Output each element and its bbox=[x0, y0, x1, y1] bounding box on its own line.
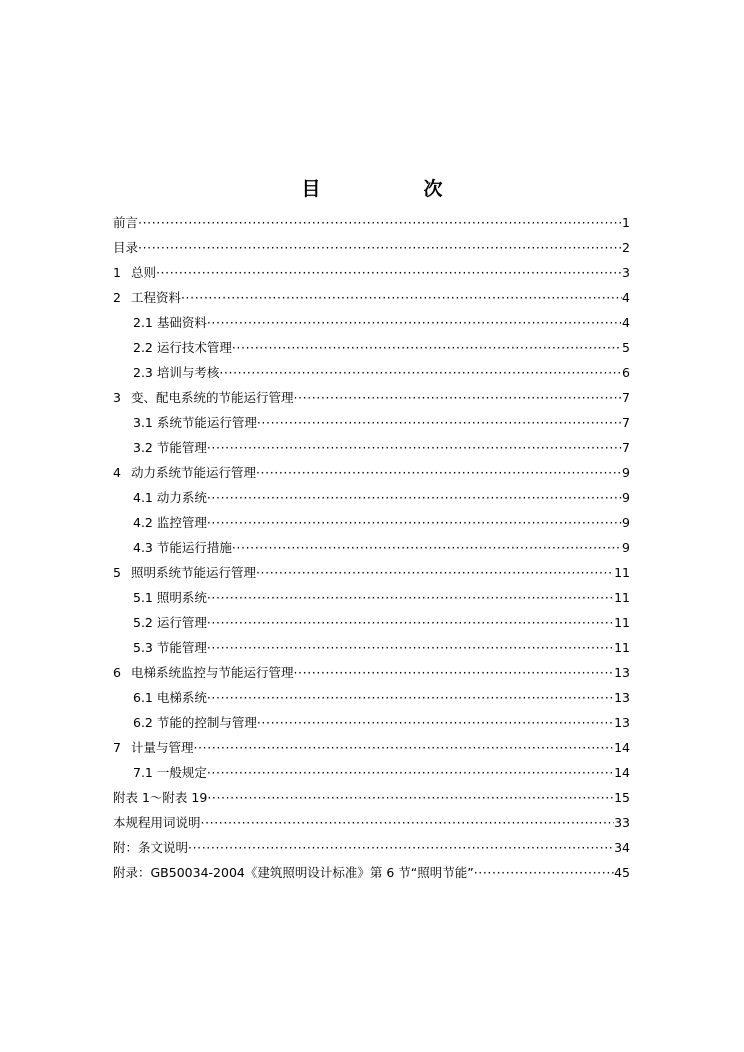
toc-page-number: 6 bbox=[622, 365, 630, 380]
toc-entry[interactable] bbox=[113, 385, 630, 410]
toc-page-number: 33 bbox=[614, 815, 630, 830]
toc-dot-leader bbox=[207, 785, 614, 810]
toc-dot-leader bbox=[257, 710, 614, 735]
toc-dot-leader bbox=[207, 485, 622, 510]
toc-page-number: 9 bbox=[622, 465, 630, 480]
toc-entry[interactable] bbox=[113, 435, 630, 460]
toc-entry[interactable] bbox=[113, 235, 630, 260]
toc-page-number: 11 bbox=[614, 640, 630, 655]
toc-entry[interactable] bbox=[113, 760, 630, 785]
toc-entry[interactable] bbox=[113, 635, 630, 660]
toc-entry-title: 2.1 基础资料 bbox=[133, 315, 207, 330]
toc-page-number: 1 bbox=[622, 215, 630, 230]
toc-entry[interactable] bbox=[113, 485, 630, 510]
toc-entry-title: 4.1 动力系统 bbox=[133, 490, 207, 505]
toc-dot-leader bbox=[293, 385, 622, 410]
toc-entry-title: 本规程用词说明 bbox=[113, 815, 201, 830]
toc-entry-number: 2 bbox=[113, 290, 121, 305]
toc-page-number: 11 bbox=[614, 590, 630, 605]
toc-entry-title: 动力系统节能运行管理 bbox=[130, 465, 256, 480]
toc-entry[interactable] bbox=[113, 260, 630, 285]
toc-page-number: 4 bbox=[622, 290, 630, 305]
toc-dot-leader bbox=[232, 335, 622, 360]
toc-entry[interactable] bbox=[113, 410, 630, 435]
toc-entry[interactable] bbox=[113, 535, 630, 560]
table-of-contents bbox=[113, 210, 630, 885]
toc-entry-title: 5.3 节能管理 bbox=[133, 640, 207, 655]
toc-entry[interactable] bbox=[113, 735, 630, 760]
toc-entry-number: 4 bbox=[113, 465, 121, 480]
page-title: 目 次 bbox=[301, 178, 485, 200]
toc-page-number: 34 bbox=[614, 840, 630, 855]
toc-entry-title: 3.1 系统节能运行管理 bbox=[133, 415, 257, 430]
toc-page-number: 4 bbox=[622, 315, 630, 330]
toc-entry-title: 附：条文说明 bbox=[113, 840, 189, 855]
toc-entry-title: 工程资料 bbox=[130, 290, 181, 305]
toc-dot-leader bbox=[219, 360, 622, 385]
toc-dot-leader bbox=[207, 685, 614, 710]
toc-page-number: 7 bbox=[622, 440, 630, 455]
toc-dot-leader bbox=[207, 585, 614, 610]
toc-entry[interactable] bbox=[113, 335, 630, 360]
toc-page-number: 14 bbox=[614, 765, 630, 780]
toc-dot-leader bbox=[181, 285, 622, 310]
toc-entry[interactable] bbox=[113, 460, 630, 485]
toc-dot-leader bbox=[257, 410, 622, 435]
toc-entry[interactable] bbox=[113, 610, 630, 635]
toc-entry-title: 7.1 一般规定 bbox=[133, 765, 207, 780]
toc-dot-leader bbox=[207, 510, 622, 535]
toc-entry[interactable] bbox=[113, 285, 630, 310]
toc-dot-leader bbox=[207, 760, 614, 785]
toc-entry-title: 6.2 节能的控制与管理 bbox=[133, 715, 257, 730]
toc-entry[interactable] bbox=[113, 810, 630, 835]
toc-page-number: 45 bbox=[614, 865, 630, 880]
toc-page-number: 9 bbox=[622, 515, 630, 530]
toc-page-number: 7 bbox=[622, 390, 630, 405]
toc-entry-title: 6.1 电梯系统 bbox=[133, 690, 207, 705]
toc-entry-number: 3 bbox=[113, 390, 121, 405]
toc-dot-leader bbox=[207, 635, 614, 660]
toc-entry[interactable] bbox=[113, 710, 630, 735]
toc-dot-leader bbox=[138, 210, 622, 235]
toc-entry-number: 1 bbox=[113, 265, 121, 280]
toc-dot-leader bbox=[138, 235, 622, 260]
toc-entry[interactable] bbox=[113, 660, 630, 685]
toc-dot-leader bbox=[207, 310, 622, 335]
toc-page-number: 9 bbox=[622, 540, 630, 555]
toc-dot-leader bbox=[474, 860, 614, 885]
toc-page-number: 13 bbox=[614, 690, 630, 705]
toc-entry-title: 3.2 节能管理 bbox=[133, 440, 207, 455]
toc-dot-leader bbox=[232, 535, 622, 560]
toc-page-number: 13 bbox=[614, 715, 630, 730]
toc-entry-number: 6 bbox=[113, 665, 121, 680]
toc-page-number: 11 bbox=[614, 615, 630, 630]
toc-dot-leader bbox=[207, 435, 622, 460]
toc-page-number: 15 bbox=[614, 790, 630, 805]
toc-entry[interactable] bbox=[113, 310, 630, 335]
toc-entry-title: 2.3 培训与考核 bbox=[133, 365, 220, 380]
toc-dot-leader bbox=[201, 810, 615, 835]
toc-entry-title: 5.1 照明系统 bbox=[133, 590, 207, 605]
toc-entry-title: 变、配电系统的节能运行管理 bbox=[130, 390, 294, 405]
toc-entry-title: 照明系统节能运行管理 bbox=[130, 565, 256, 580]
toc-entry-title: 4.2 监控管理 bbox=[133, 515, 207, 530]
toc-dot-leader bbox=[293, 660, 614, 685]
toc-page-number: 11 bbox=[614, 565, 630, 580]
toc-dot-leader bbox=[193, 735, 614, 760]
toc-entry[interactable] bbox=[113, 685, 630, 710]
toc-page-number: 3 bbox=[622, 265, 630, 280]
toc-entry-title: 电梯系统监控与节能运行管理 bbox=[130, 665, 294, 680]
toc-page-number: 13 bbox=[614, 665, 630, 680]
toc-entry[interactable] bbox=[113, 785, 630, 810]
toc-entry-title: 5.2 运行管理 bbox=[133, 615, 207, 630]
toc-entry[interactable] bbox=[113, 585, 630, 610]
toc-dot-leader bbox=[156, 260, 622, 285]
toc-dot-leader bbox=[207, 610, 614, 635]
toc-entry[interactable] bbox=[113, 510, 630, 535]
toc-entry-title: 计量与管理 bbox=[130, 740, 194, 755]
toc-entry[interactable] bbox=[113, 860, 630, 885]
toc-entry[interactable] bbox=[113, 560, 630, 585]
toc-entry-title: 4.3 节能运行措施 bbox=[133, 540, 232, 555]
toc-page-number: 9 bbox=[622, 490, 630, 505]
toc-entry-title: 前言 bbox=[113, 215, 139, 230]
toc-page-number: 5 bbox=[622, 340, 630, 355]
toc-page-number: 7 bbox=[622, 415, 630, 430]
toc-entry[interactable] bbox=[113, 835, 630, 860]
toc-page-number: 2 bbox=[622, 240, 630, 255]
toc-entry-number: 7 bbox=[113, 740, 121, 755]
toc-entry-title: 总则 bbox=[130, 265, 156, 280]
toc-dot-leader bbox=[256, 460, 622, 485]
toc-entry[interactable] bbox=[113, 210, 630, 235]
toc-dot-leader bbox=[256, 560, 614, 585]
toc-entry-title: 附录：GB50034-2004《建筑照明设计标准》第 6 节“照明节能” bbox=[113, 865, 474, 880]
toc-dot-leader bbox=[188, 835, 614, 860]
toc-page-number: 14 bbox=[614, 740, 630, 755]
toc-entry-number: 5 bbox=[113, 565, 121, 580]
toc-entry[interactable] bbox=[113, 360, 630, 385]
toc-entry-title: 附表 1～附表 19 bbox=[113, 790, 208, 805]
toc-entry-title: 2.2 运行技术管理 bbox=[133, 340, 232, 355]
toc-entry-title: 目录 bbox=[113, 240, 139, 255]
